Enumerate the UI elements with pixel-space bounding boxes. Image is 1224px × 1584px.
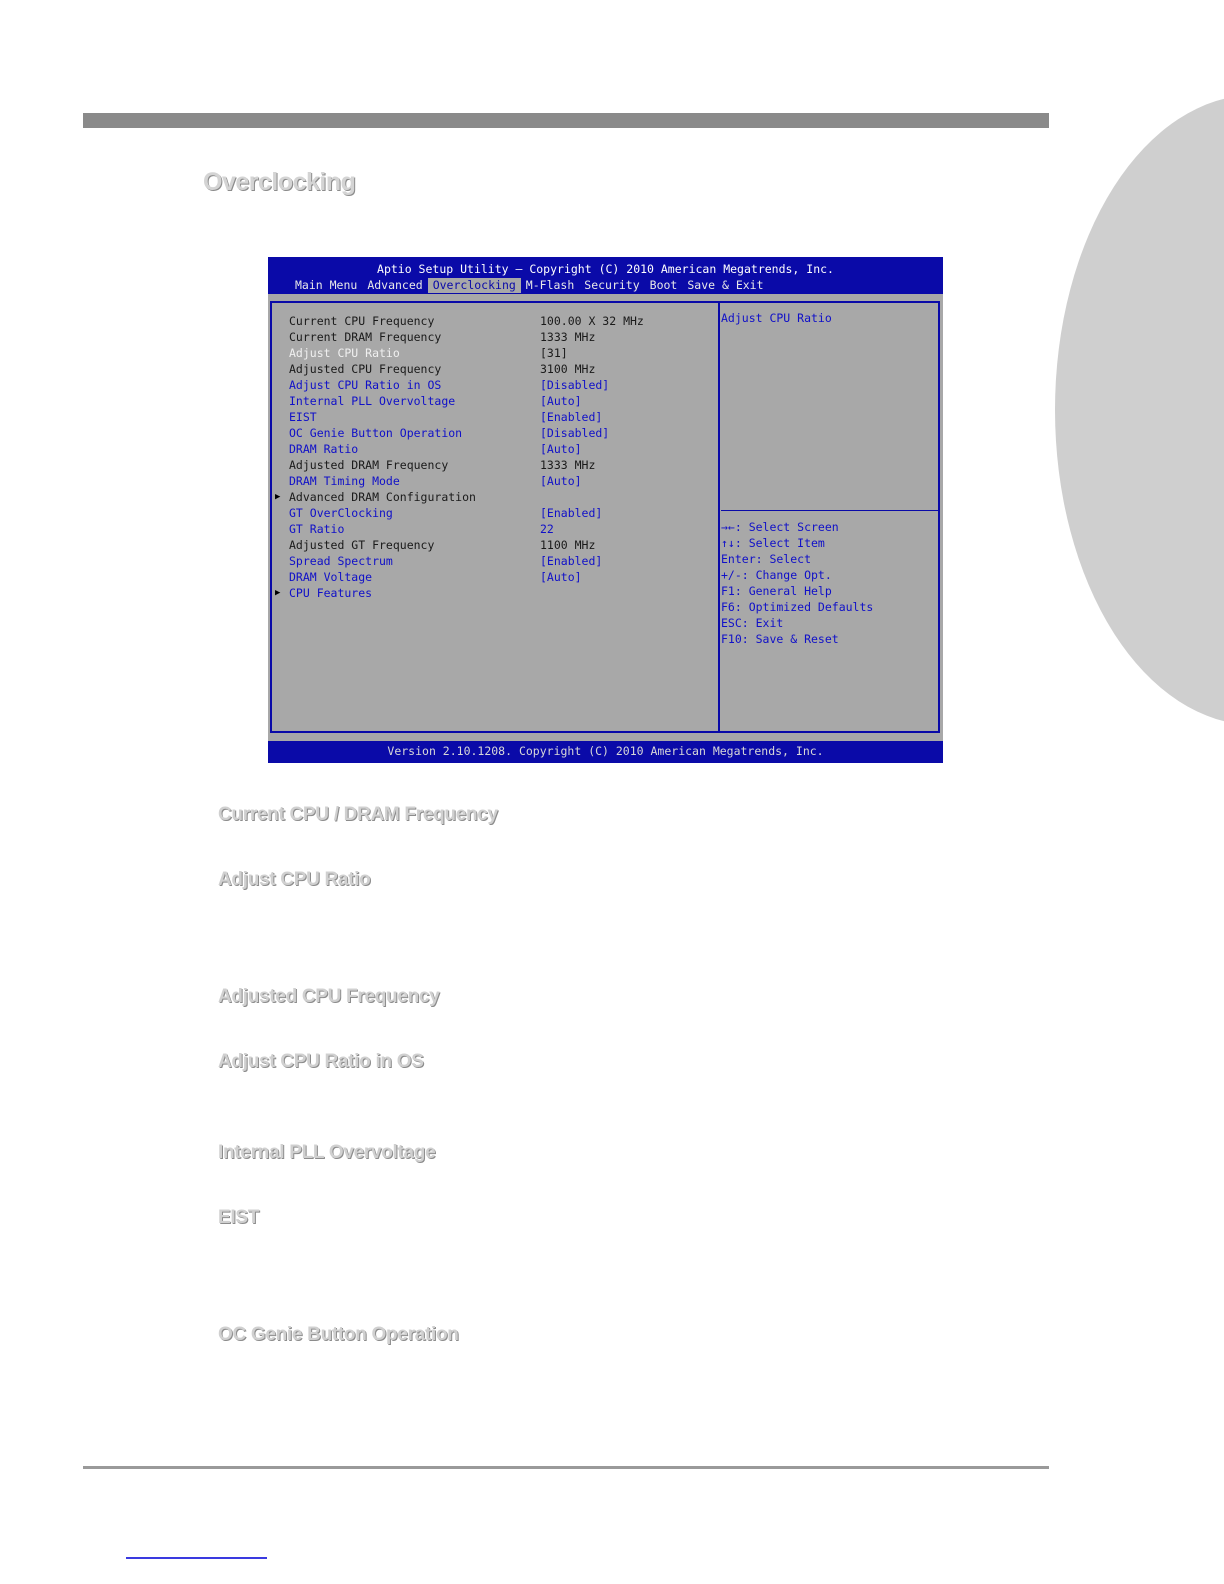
bios-screenshot	[268, 257, 943, 763]
heading-oc-genie: OC Genie Button Operation	[218, 1324, 459, 1345]
heading-internal-pll: Internal PLL Overvoltage	[218, 1142, 436, 1163]
bios-setting-label: Adjusted CPU Frequency	[289, 362, 442, 376]
bios-setting-label: Adjust CPU Ratio in OS	[289, 378, 442, 392]
bios-setting-label: GT Ratio	[289, 522, 345, 536]
submenu-arrow-icon: ▶	[275, 492, 281, 502]
chapter-side-tab	[1055, 95, 1224, 725]
bios-tab-advanced[interactable]: Advanced	[367, 278, 423, 292]
bios-setting-value: [31]	[540, 346, 568, 360]
bios-setting-value: [Auto]	[540, 474, 582, 488]
bios-key-help-item: F6: Optimized Defaults	[721, 600, 874, 614]
bios-setting-label: Spread Spectrum	[289, 554, 393, 568]
bios-key-help-item: ESC: Exit	[721, 616, 784, 630]
bios-tab-bar	[290, 278, 769, 293]
bios-setting-row[interactable]	[272, 569, 712, 585]
bios-setting-value: [Auto]	[540, 570, 582, 584]
bios-setting-row[interactable]	[272, 585, 712, 601]
bios-setting-value: [Enabled]	[540, 506, 603, 520]
bios-setting-row[interactable]	[272, 409, 712, 425]
bios-setting-value: [Auto]	[540, 394, 582, 408]
bios-setting-row[interactable]	[272, 521, 712, 537]
page-header-bar	[83, 113, 1049, 128]
heading-adjusted-cpu-frequency: Adjusted CPU Frequency	[218, 986, 440, 1007]
bios-key-help-item: +/-: Change Opt.	[721, 568, 832, 582]
bios-tab-m-flash[interactable]: M-Flash	[525, 278, 575, 292]
bios-setting-label: Current CPU Frequency	[289, 314, 435, 328]
bios-setting-row	[272, 313, 712, 329]
bios-setting-label: Adjust CPU Ratio	[289, 346, 400, 360]
bios-setting-value: 1333 MHz	[540, 330, 596, 344]
bios-setting-row	[272, 361, 712, 377]
bios-panel-divider	[718, 303, 720, 731]
bios-setting-label: GT OverClocking	[289, 506, 393, 520]
bios-setting-row[interactable]	[272, 393, 712, 409]
bios-setting-row[interactable]	[272, 553, 712, 569]
section-title: Overclocking	[203, 168, 356, 196]
bios-setting-value: [Disabled]	[540, 426, 610, 440]
bios-setting-label: Adjusted GT Frequency	[289, 538, 435, 552]
submenu-arrow-icon: ▶	[275, 588, 281, 598]
bios-header	[268, 257, 943, 294]
bios-setting-value: 1333 MHz	[540, 458, 596, 472]
bios-setting-row[interactable]	[272, 377, 712, 393]
bios-setting-value: 22	[540, 522, 554, 536]
bios-setting-row[interactable]	[272, 425, 712, 441]
bios-setting-row[interactable]	[272, 473, 712, 489]
bios-help-text: Adjust CPU Ratio	[721, 311, 832, 325]
page-footer-rule	[83, 1466, 1049, 1469]
bios-setting-row[interactable]	[272, 441, 712, 457]
bios-setting-label: OC Genie Button Operation	[289, 426, 463, 440]
footer-link-underline[interactable]	[126, 1557, 267, 1559]
bios-setting-label: Internal PLL Overvoltage	[289, 394, 456, 408]
bios-tab-overclocking[interactable]: Overclocking	[428, 278, 521, 293]
bios-setting-row	[272, 329, 712, 345]
bios-setting-row	[272, 537, 712, 553]
bios-setting-value: 3100 MHz	[540, 362, 596, 376]
heading-adjust-cpu-ratio-os: Adjust CPU Ratio in OS	[218, 1051, 424, 1072]
bios-setting-value: 100.00 X 32 MHz	[540, 314, 644, 328]
heading-current-frequency: Current CPU / DRAM Frequency	[218, 804, 498, 825]
bios-setting-value: [Disabled]	[540, 378, 610, 392]
bios-key-help-item: F1: General Help	[721, 584, 832, 598]
bios-setting-label: EIST	[289, 410, 317, 424]
bios-setting-row	[272, 457, 712, 473]
bios-tab-save-exit[interactable]: Save & Exit	[687, 278, 764, 292]
bios-setting-label: Current DRAM Frequency	[289, 330, 442, 344]
bios-setting-value: 1100 MHz	[540, 538, 596, 552]
bios-setting-row[interactable]	[272, 345, 712, 361]
bios-setting-label: Advanced DRAM Configuration	[289, 490, 476, 504]
bios-help-divider	[721, 510, 939, 511]
bios-setting-label: DRAM Voltage	[289, 570, 373, 584]
bios-setting-label: DRAM Ratio	[289, 442, 359, 456]
bios-setting-row[interactable]	[272, 489, 712, 505]
bios-setting-value: [Enabled]	[540, 410, 603, 424]
bios-key-help-item: F10: Save & Reset	[721, 632, 839, 646]
bios-setting-row[interactable]	[272, 505, 712, 521]
bios-key-help-item: →←: Select Screen	[721, 520, 839, 534]
bios-key-help	[721, 519, 873, 647]
bios-key-help-item: Enter: Select	[721, 552, 812, 566]
bios-key-help-item: ↑↓: Select Item	[721, 536, 825, 550]
bios-setting-label: DRAM Timing Mode	[289, 474, 400, 488]
bios-footer	[268, 741, 943, 763]
heading-eist: EIST	[218, 1207, 260, 1228]
bios-title: Aptio Setup Utility – Copyright (C) 2010 American Megatrends, Inc.	[377, 262, 834, 276]
bios-tab-security[interactable]: Security	[584, 278, 640, 292]
bios-setting-label: Adjusted DRAM Frequency	[289, 458, 449, 472]
bios-tab-main-menu[interactable]: Main Menu	[295, 278, 358, 292]
bios-settings-panel	[270, 301, 940, 733]
bios-setting-value: [Enabled]	[540, 554, 603, 568]
bios-tab-boot[interactable]: Boot	[649, 278, 678, 292]
bios-setting-label: CPU Features	[289, 586, 373, 600]
bios-footer-text: Version 2.10.1208. Copyright (C) 2010 American Megatrends, Inc.	[387, 744, 824, 758]
bios-setting-value: [Auto]	[540, 442, 582, 456]
heading-adjust-cpu-ratio: Adjust CPU Ratio	[218, 869, 371, 890]
